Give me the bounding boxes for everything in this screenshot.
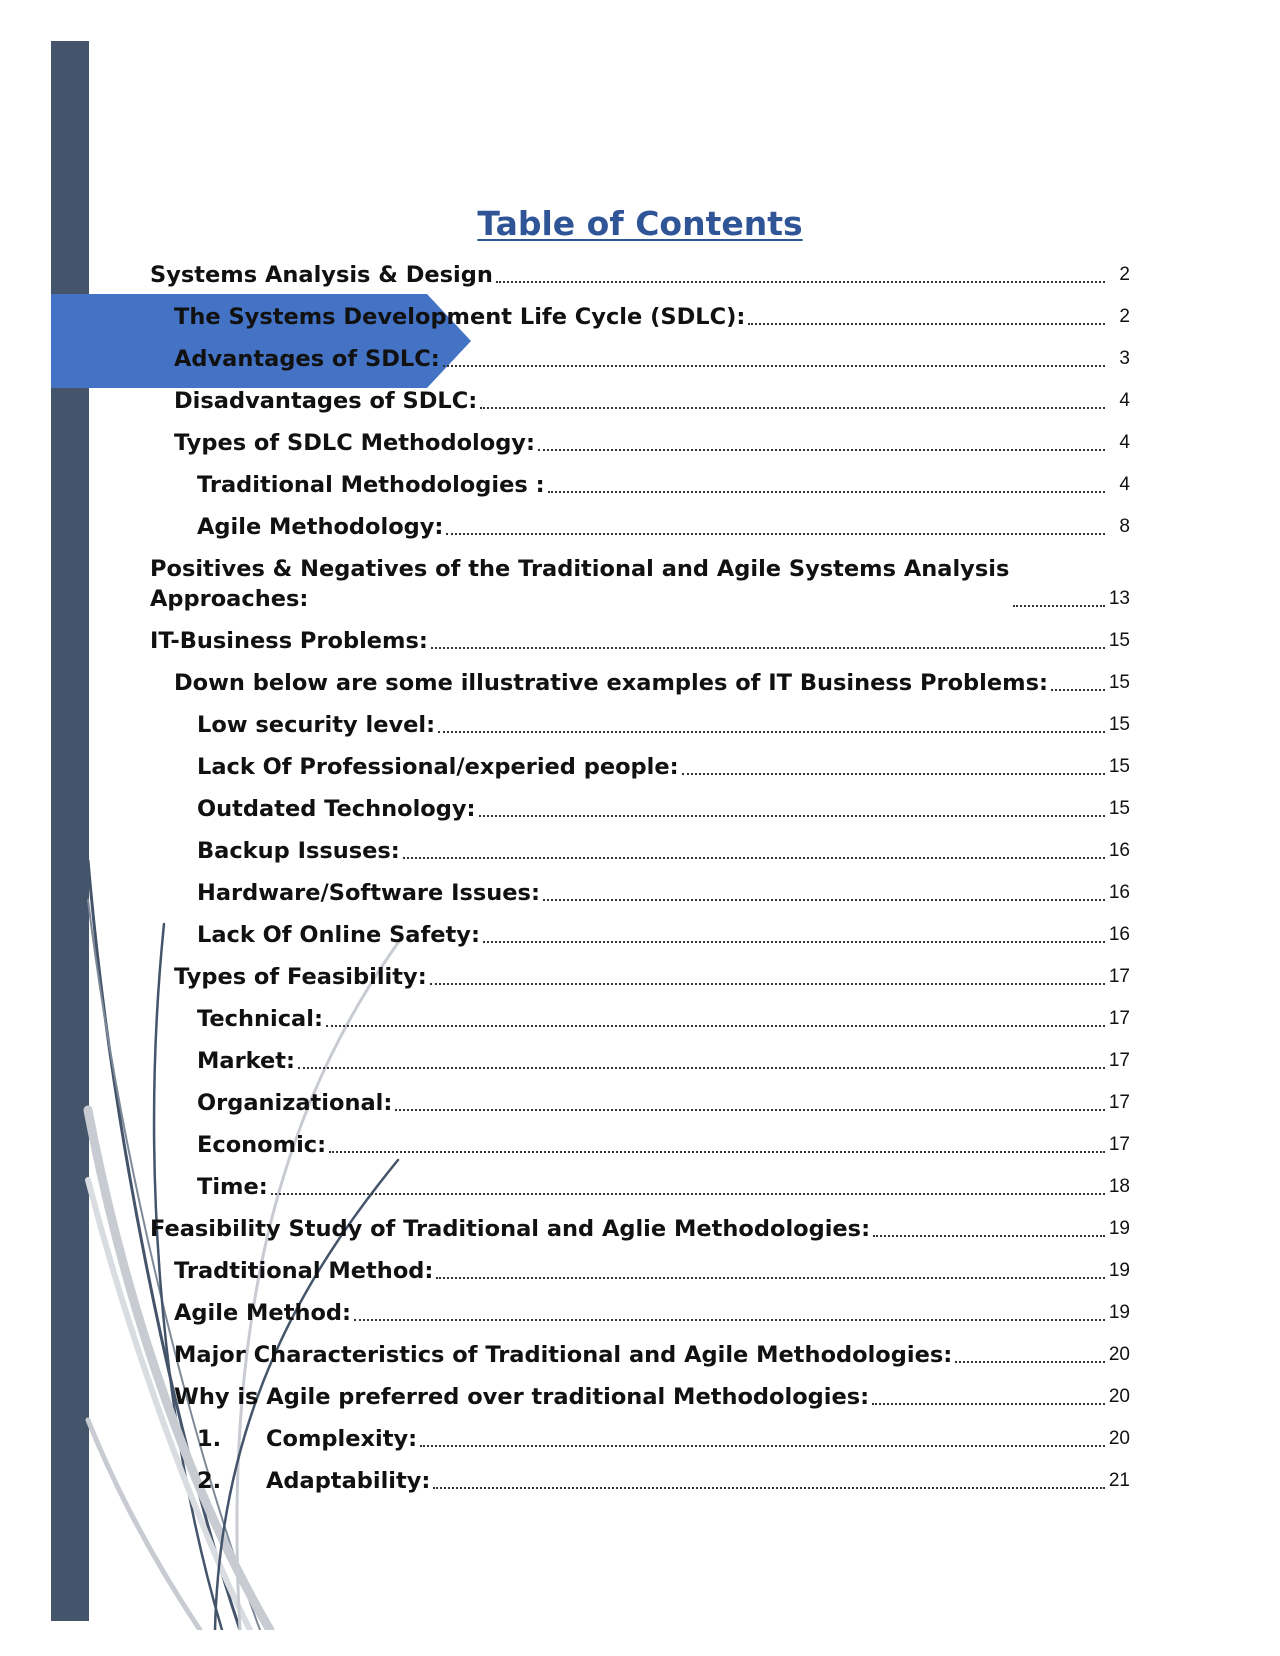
toc-entry[interactable]: [150, 1328, 1130, 1370]
dot-leader: [438, 730, 1105, 733]
toc-entry[interactable]: [150, 1244, 1130, 1286]
toc-entry-label: Positives & Negatives of the Traditional and Agile Systems Analysis Approaches:: [150, 556, 1010, 612]
toc-entry-label: Economic:: [197, 1132, 327, 1158]
dot-leader: [538, 448, 1105, 451]
dot-leader: [748, 322, 1105, 325]
toc-page-number: 20: [1108, 1428, 1130, 1449]
toc-entry-label: Major Characteristics of Traditional and Agile Methodologies:: [174, 1342, 953, 1368]
toc-page-number: 20: [1108, 1344, 1130, 1365]
toc-page-number: 17: [1108, 1134, 1130, 1155]
dot-leader: [480, 406, 1105, 409]
toc-page-number: 17: [1108, 1050, 1130, 1071]
toc-entry-text: Complexity:: [266, 1426, 418, 1452]
toc-page-number: 13: [1108, 588, 1130, 609]
toc-entry[interactable]: [150, 1286, 1130, 1328]
toc-entry[interactable]: [150, 1076, 1130, 1118]
toc-page-number: 15: [1108, 798, 1130, 819]
dot-leader: [271, 1192, 1105, 1195]
dot-leader: [433, 1486, 1105, 1489]
dot-leader: [682, 772, 1105, 775]
toc-page-number: 19: [1108, 1218, 1130, 1239]
dot-leader: [873, 1234, 1105, 1237]
toc-entry-number: 1.: [197, 1426, 222, 1452]
toc-page-number: 18: [1108, 1176, 1130, 1197]
toc-entry-label: Advantages of SDLC:: [174, 346, 440, 372]
dot-leader: [548, 490, 1105, 493]
toc-entry-label: Lack Of Professional/experied people:: [197, 754, 679, 780]
toc-list: [150, 248, 1130, 1496]
toc-page-number: 19: [1108, 1302, 1130, 1323]
toc-entry[interactable]: [150, 248, 1130, 290]
toc-entry[interactable]: [150, 416, 1130, 458]
toc-entry-label: Down below are some illustrative examples of IT Business Problems:: [174, 670, 1048, 696]
toc-entry[interactable]: [150, 1370, 1130, 1412]
toc-entry[interactable]: [150, 332, 1130, 374]
toc-title: Table of Contents: [477, 204, 803, 243]
dot-leader: [955, 1360, 1105, 1363]
toc-entry-label: Outdated Technology:: [197, 796, 476, 822]
toc-entry[interactable]: [150, 782, 1130, 824]
toc-entry[interactable]: [150, 542, 1130, 614]
toc-entry-label: Organizational:: [197, 1090, 393, 1116]
toc-page-number: 15: [1108, 756, 1130, 777]
toc-entry[interactable]: [150, 500, 1130, 542]
toc-entry[interactable]: [150, 290, 1130, 332]
toc-entry-number: 2.: [197, 1468, 222, 1494]
toc-page-number: 15: [1108, 630, 1130, 651]
toc-page-number: 17: [1108, 1008, 1130, 1029]
toc-entry[interactable]: [150, 656, 1130, 698]
toc-page-number: 3: [1119, 348, 1130, 369]
toc-page-number: 2: [1119, 264, 1130, 285]
toc-entry[interactable]: [150, 1118, 1130, 1160]
toc-entry[interactable]: [150, 740, 1130, 782]
toc-page-number: 2: [1119, 306, 1130, 327]
toc-entry[interactable]: [150, 1202, 1130, 1244]
toc-entry-label: Types of SDLC Methodology:: [174, 430, 535, 456]
toc-page-number: 4: [1119, 474, 1130, 495]
toc-page-number: 4: [1119, 390, 1130, 411]
toc-entry-label: Tradtitional Method:: [174, 1258, 434, 1284]
dot-leader: [329, 1150, 1105, 1153]
dot-leader: [479, 814, 1105, 817]
toc-page-number: 16: [1108, 924, 1130, 945]
toc-entry[interactable]: [150, 374, 1130, 416]
dot-leader: [872, 1402, 1105, 1405]
toc-page-number: 16: [1108, 840, 1130, 861]
toc-entry-label: Lack Of Online Safety:: [197, 922, 480, 948]
toc-entry-label: Time:: [197, 1174, 268, 1200]
toc-entry[interactable]: [150, 992, 1130, 1034]
toc-entry-label: The Systems Development Life Cycle (SDLC):: [174, 304, 746, 330]
toc-entry[interactable]: [150, 1160, 1130, 1202]
dot-leader: [483, 940, 1105, 943]
toc-page-number: 17: [1108, 1092, 1130, 1113]
toc-page-number: 15: [1108, 672, 1130, 693]
toc-entry-label: Systems Analysis & Design: [150, 262, 493, 288]
toc-page-number: 17: [1108, 966, 1130, 987]
toc-entry-label: Low security level:: [197, 712, 436, 738]
dot-leader: [395, 1108, 1105, 1111]
dot-leader: [326, 1024, 1105, 1027]
toc-entry-label: Agile Methodology:: [197, 514, 444, 540]
toc-entry-label: [197, 1424, 417, 1454]
toc-page-number: 16: [1108, 882, 1130, 903]
dot-leader: [431, 646, 1105, 649]
dot-leader: [354, 1318, 1105, 1321]
toc-page-number: 15: [1108, 714, 1130, 735]
toc-entry[interactable]: [150, 614, 1130, 656]
dot-leader: [446, 532, 1105, 535]
toc-entry[interactable]: [150, 698, 1130, 740]
toc-page-number: 19: [1108, 1260, 1130, 1281]
dot-leader: [1051, 688, 1105, 691]
toc-page-number: 20: [1108, 1386, 1130, 1407]
toc-entry-label: Why is Agile preferred over traditional Methodologies:: [174, 1384, 870, 1410]
toc-entry[interactable]: [150, 824, 1130, 866]
toc-entry-label: IT-Business Problems:: [150, 628, 428, 654]
dot-leader: [420, 1444, 1105, 1447]
toc-page-number: 21: [1108, 1470, 1130, 1491]
toc-entry[interactable]: [150, 1034, 1130, 1076]
dot-leader: [403, 856, 1105, 859]
toc-entry-label: Feasibility Study of Traditional and Aglie Methodologies:: [150, 1216, 871, 1242]
dot-leader: [543, 898, 1105, 901]
dot-leader: [496, 280, 1105, 283]
toc-entry[interactable]: [150, 866, 1130, 908]
toc-entry-text: Adaptability:: [266, 1468, 431, 1494]
toc-entry[interactable]: [150, 1454, 1130, 1496]
dot-leader: [1013, 604, 1105, 607]
toc-entry-label: Market:: [197, 1048, 296, 1074]
toc-entry[interactable]: [150, 950, 1130, 992]
toc-entry-label: Hardware/Software Issues:: [197, 880, 540, 906]
toc-entry-label: Backup Issuses:: [197, 838, 400, 864]
dot-leader: [430, 982, 1105, 985]
toc-entry-label: [197, 1466, 430, 1496]
toc-entry[interactable]: [150, 908, 1130, 950]
toc-entry[interactable]: [150, 1412, 1130, 1454]
dot-leader: [298, 1066, 1105, 1069]
toc-entry-label: Traditional Methodologies :: [197, 472, 545, 498]
toc-page-number: 8: [1119, 516, 1130, 537]
dot-leader: [443, 364, 1105, 367]
toc-entry-label: Types of Feasibility:: [174, 964, 427, 990]
toc-page-number: 4: [1119, 432, 1130, 453]
dot-leader: [436, 1276, 1105, 1279]
toc-entry[interactable]: [150, 458, 1130, 500]
toc-entry-label: Agile Method:: [174, 1300, 352, 1326]
toc-entry-label: Disadvantages of SDLC:: [174, 388, 478, 414]
toc-entry-label: Technical:: [197, 1006, 323, 1032]
